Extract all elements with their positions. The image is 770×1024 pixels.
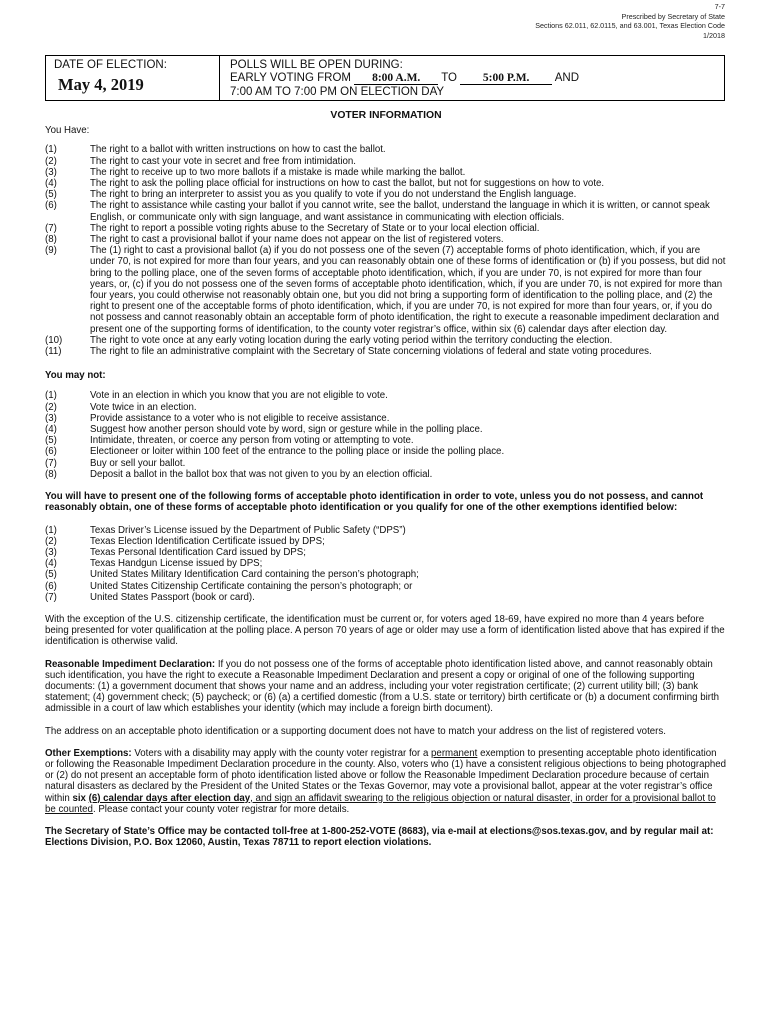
form-code: 7-7 <box>714 2 725 11</box>
id-form-item-number: (3) <box>45 546 57 558</box>
id-form-item-number: (1) <box>45 524 57 536</box>
contact-information: The Secretary of State’s Office may be contacted toll-free at 1-800-252-VOTE (8683), via e-mail at elections@sos.texas.gov, and by regular mail at: Elections Division, P.O. Box 12060, Austin, Texas 78711 to report election violations. <box>45 825 714 849</box>
exemptions-text-3: , and sign an affidavit swearing to the religious objection or natural disaster, in order for a provisional ballot to be counted <box>45 792 716 815</box>
exemptions-six-days: (6) calendar days after election day <box>88 792 251 804</box>
prohibition-item-number: (2) <box>45 401 57 413</box>
prohibition-item-number: (5) <box>45 435 57 447</box>
prohibition-item-number: (7) <box>45 457 57 469</box>
right-item-text: The right to ask the polling place official for instructions on how to cast the ballot, but not for suggestions on how to vote. <box>90 178 605 190</box>
early-voting-label: EARLY VOTING FROM <box>230 72 351 85</box>
right-item-number: (10) <box>45 334 63 346</box>
right-item-number: (5) <box>45 189 57 201</box>
and-label: AND <box>554 72 579 85</box>
right-item-text: The right to bring an interpreter to assist you as you qualify to vote if you do not understand the English language. <box>90 189 577 201</box>
right-item-number: (11) <box>45 346 62 358</box>
early-voting-line <box>230 72 724 85</box>
early-voting-start: 8:00 A.M. <box>354 72 438 85</box>
exemptions-six: six <box>72 792 89 804</box>
right-item-number: (3) <box>45 166 57 178</box>
right-item-text: The right to a ballot with written instructions on how to cast the ballot. <box>90 144 386 156</box>
prohibition-item-number: (8) <box>45 468 57 480</box>
id-form-item-text: United States Citizenship Certificate containing the person’s photograph; or <box>90 580 413 592</box>
right-item-number: (6) <box>45 200 57 212</box>
prohibition-item <box>45 413 727 424</box>
right-item <box>45 346 727 357</box>
prohibition-item-number: (3) <box>45 412 57 424</box>
right-item-number: (2) <box>45 155 57 167</box>
id-form-item-text: Texas Election Identification Certificate issued by DPS; <box>90 535 325 547</box>
prohibition-item <box>45 424 727 435</box>
prohibition-item-number: (4) <box>45 424 57 436</box>
id-requirement: You will have to present one of the following forms of acceptable photo identification in order to vote, unless you do not possess, and cannot reasonably obtain, one of these forms of acceptable photo identification or you qualify for one of the other exemptions identified below: <box>45 491 704 514</box>
id-form-item <box>45 547 727 558</box>
prohibition-item-text: Vote twice in an election. <box>90 401 197 413</box>
prohibition-item <box>45 469 727 480</box>
prohibition-item-text: Electioneer or loiter within 100 feet of the entrance to the polling place or inside the polling place. <box>90 446 505 458</box>
revision-date: 1/2018 <box>703 30 725 40</box>
impediment-heading: Reasonable Impediment Declaration: <box>45 658 216 670</box>
prohibition-item <box>45 458 727 469</box>
election-info-box <box>45 55 725 101</box>
prohibition-item-text: Deposit a ballot in the ballot box that was not given to you by an election official. <box>90 468 433 480</box>
exemptions-text-1: Voters with a disability may apply with the county voter registrar for a <box>131 747 432 759</box>
prohibition-item <box>45 402 727 413</box>
section-title: VOTER INFORMATION <box>330 110 442 121</box>
prescribed-by: Prescribed by Secretary of State <box>621 11 725 21</box>
id-form-item-number: (7) <box>45 591 57 603</box>
right-item-number: (4) <box>45 178 57 190</box>
exemptions-text-2: exemption to presenting acceptable photo identification or following the Reasonable Impediment Declaration procedure in the county. Also, voters who (1) have a consistent religious objections to being photographed or (2) do not present an acceptable form of photo identification listed above or follow the Reasonable Impediment Declaration procedure because of certain natural disasters as declared by the President of the United States or the Texas Governor, may vote a provisional ballot, appear at the voter registrar’s office within <box>45 747 727 804</box>
polls-open-label: POLLS WILL BE OPEN DURING: <box>230 59 403 71</box>
right-item <box>45 189 727 200</box>
exemptions-text-4: . Please contact your county voter registrar for more details. <box>92 803 350 815</box>
right-item-text: The right to vote once at any early voting location during the early voting period within the territory conducting the election. <box>90 334 613 346</box>
date-of-election-label: DATE OF ELECTION: <box>54 59 167 71</box>
id-form-item-number: (4) <box>45 558 57 570</box>
id-form-item-text: United States Military Identification Card containing the person’s photograph; <box>90 569 419 581</box>
you-may-not-label: You may not: <box>45 370 106 382</box>
prohibition-item-text: Buy or sell your ballot. <box>90 457 186 469</box>
form-header <box>535 2 725 40</box>
right-item-text: The right to receive up to two more ballots if a mistake is made while marking the ballot. <box>90 166 466 178</box>
exemptions-paragraph <box>45 748 727 815</box>
right-item-text: The right to cast a provisional ballot if your name does not appear on the list of registered voters. <box>90 234 504 246</box>
id-form-item <box>45 592 727 603</box>
rights-list <box>45 144 727 357</box>
right-item <box>45 335 727 346</box>
right-item <box>45 200 727 222</box>
election-day-hours: 7:00 AM TO 7:00 PM ON ELECTION DAY <box>230 85 445 98</box>
prohibitions-list <box>45 390 727 480</box>
id-form-item <box>45 525 727 536</box>
right-item <box>45 245 727 335</box>
you-have-label: You Have: <box>45 125 90 137</box>
right-item-text: The (1) right to cast a provisional ballot (a) if you do not possess one of the seven (7) acceptable forms of photo identification, which, if you are under 70, is not expired for more than four years, and you can reasonably obtain one of these forms of identification or (b) if you possess, but did not bring to the polling place, one of the seven forms of acceptable photo identification, which, if you are under 70, is not expired for more than four years, or, (c) if you do not possess one of the seven forms of acceptable photo identification, which, if you are under 70, is not expired for more than four years, you could otherwise not reasonably obtain one, but you did not bring a supporting form of identification to the polling place, and (2) the right to present one of the acceptable forms of photo identification, which, if you are under 70, is not expired for more than four years, or, if you do not possess and cannot reasonably obtain an acceptable form of photo identification, the right to execute a reasonable impediment declaration and present one of the supporting forms of identification, to the county voter registrar’s office, within six (6) calendar days after election day. <box>90 245 726 335</box>
right-item <box>45 156 727 167</box>
right-item <box>45 234 727 245</box>
voter-information <box>45 110 727 848</box>
id-form-item-number: (6) <box>45 580 57 592</box>
right-item-number: (8) <box>45 234 57 246</box>
right-item-text: The right to assistance while casting your ballot if you cannot write, see the ballot, understand the language in which it is written, or cannot speak English, or communicate only with sign language, and want assistance in communicating with election officials. <box>90 200 710 223</box>
prohibition-item-number: (6) <box>45 446 57 458</box>
id-form-item-number: (2) <box>45 535 57 547</box>
prohibition-item <box>45 446 727 457</box>
right-item-number: (1) <box>45 144 57 156</box>
right-item-text: The right to report a possible voting rights abuse to the Secretary of State or to your local election official. <box>90 222 540 234</box>
prohibition-item-text: Suggest how another person should vote by word, sign or gesture while in the polling place. <box>90 424 483 436</box>
id-form-item-text: United States Passport (book or card). <box>90 591 255 603</box>
right-item <box>45 178 727 189</box>
right-item <box>45 144 727 155</box>
id-form-item <box>45 536 727 547</box>
exemptions-permanent: permanent <box>431 747 478 759</box>
right-item <box>45 167 727 178</box>
early-voting-end: 5:00 P.M. <box>460 72 552 85</box>
expiration-paragraph: With the exception of the U.S. citizenship certificate, the identification must be current or, for voters aged 18-69, have expired no more than 4 years before being presented for voter qualification at the polling place. A person 70 years of age or older may use a form of identification listed above that has expired if the identification is otherwise valid. <box>45 613 725 648</box>
id-form-item-text: Texas Driver’s License issued by the Department of Public Safety (“DPS”) <box>90 524 406 536</box>
id-form-item <box>45 558 727 569</box>
right-item <box>45 223 727 234</box>
to-label: TO <box>441 72 457 85</box>
date-of-election-cell <box>46 56 220 100</box>
prohibition-item <box>45 435 727 446</box>
id-form-item <box>45 569 727 580</box>
address-paragraph: The address on an acceptable photo identification or a supporting document does not have to match your address on the list of registered voters. <box>45 725 666 737</box>
right-item-number: (7) <box>45 222 57 234</box>
date-of-election-value: May 4, 2019 <box>58 75 144 94</box>
prohibition-item-text: Provide assistance to a voter who is not eligible to receive assistance. <box>90 412 390 424</box>
id-form-item-text: Texas Personal Identification Card issued by DPS; <box>90 546 306 558</box>
code-sections: Sections 62.011, 62.0115, and 63.001, Texas Election Code <box>535 21 725 31</box>
prohibition-item <box>45 390 727 401</box>
id-form-item-number: (5) <box>45 569 57 581</box>
exemptions-heading: Other Exemptions: <box>45 747 132 759</box>
impediment-paragraph <box>45 659 727 715</box>
id-form-item <box>45 581 727 592</box>
prohibition-item-text: Intimidate, threaten, or coerce any person from voting or attempting to vote. <box>90 435 414 447</box>
prohibition-item-text: Vote in an election in which you know that you are not eligible to vote. <box>90 390 388 402</box>
polls-open-cell <box>220 56 724 100</box>
right-item-number: (9) <box>45 245 57 257</box>
right-item-text: The right to cast your vote in secret and free from intimidation. <box>90 155 356 167</box>
right-item-text: The right to file an administrative complaint with the Secretary of State concerning violations of federal and state voting procedures. <box>90 346 652 358</box>
id-form-item-text: Texas Handgun License issued by DPS; <box>90 558 263 570</box>
prohibition-item-number: (1) <box>45 390 57 402</box>
id-forms-list <box>45 525 727 603</box>
impediment-text: If you do not possess one of the forms of acceptable photo identification listed above, and cannot reasonably obtain such identification, you have the right to execute a Reasonable Impediment Declaration and present a copy or original of one of the following supporting documents: (1) a government document that shows your name and an address, including your voter registration certificate; (2) current utility bill; (3) bank statement; (4) government check; (5) paycheck; or (6) (a) a certified domestic (from a U.S. state or territory) birth certificate or (b) a document confirming birth admissible in a court of law which establishes your identity (which may include a foreign birth document). <box>45 658 720 715</box>
